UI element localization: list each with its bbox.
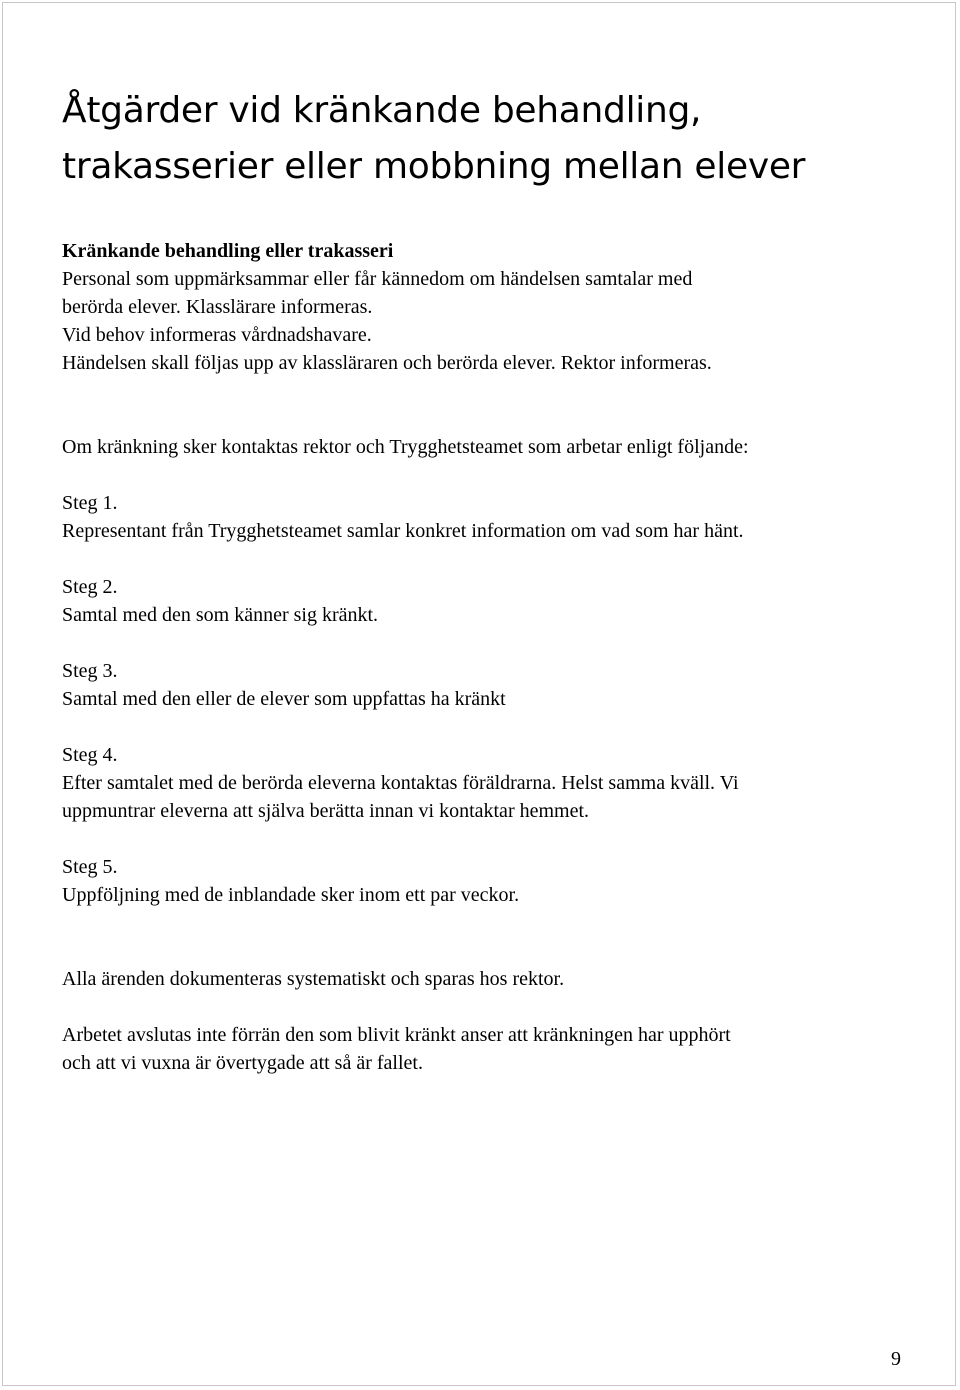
step-label: Steg 5.: [62, 856, 118, 878]
closing-line-2: och att vi vuxna är övertygade att så är fallet.: [62, 1052, 423, 1074]
step-text-line-1: Efter samtalet med de berörda eleverna kontaktas föräldrarna. Helst samma kväll. Vi: [62, 772, 739, 794]
step-text-line-2: uppmuntrar eleverna att själva berätta innan vi kontaktar hemmet.: [62, 800, 590, 822]
step-label: Steg 1.: [62, 492, 118, 514]
title-line-2: trakasserier eller mobbning mellan elever: [62, 146, 806, 187]
intro-line-2: berörda elever. Klasslärare informeras.: [62, 296, 373, 318]
page-content: [62, 83, 922, 1077]
step-text: Representant från Trygghetsteamet samlar konkret information om vad som har hänt.: [62, 520, 744, 542]
step-3: [62, 657, 922, 713]
page-number: 9: [891, 1348, 901, 1370]
closing-line-1: Arbetet avslutas inte förrän den som blivit kränkt anser att kränkningen har upphört: [62, 1024, 731, 1046]
intro-line-1: Personal som uppmärksammar eller får kännedom om händelsen samtalar med: [62, 268, 693, 290]
step-text: [62, 769, 922, 825]
step-4: [62, 741, 922, 825]
step-text: Samtal med den som känner sig kränkt.: [62, 604, 379, 626]
intro-section: [62, 237, 922, 377]
documentation-note: Alla ärenden dokumenteras systematiskt och sparas hos rektor.: [62, 968, 565, 990]
intro-line-3: Vid behov informeras vårdnadshavare.: [62, 324, 372, 346]
document-page: [2, 2, 956, 1386]
section-heading: Kränkande behandling eller trakasseri: [62, 240, 394, 262]
procedure-intro: Om kränkning sker kontaktas rektor och Trygghetsteamet som arbetar enligt följande:: [62, 436, 749, 458]
step-text: Samtal med den eller de elever som uppfattas ha kränkt: [62, 688, 506, 710]
step-2: [62, 573, 922, 629]
intro-line-4: Händelsen skall följas upp av klassläraren och berörda elever. Rektor informeras.: [62, 352, 712, 374]
step-text: Uppföljning med de inblandade sker inom ett par veckor.: [62, 884, 520, 906]
step-5: [62, 853, 922, 909]
title-line-1: Åtgärder vid kränkande behandling,: [62, 90, 702, 131]
step-1: [62, 489, 922, 545]
closing-paragraph: [62, 1021, 922, 1077]
step-label: Steg 4.: [62, 744, 118, 766]
step-label: Steg 2.: [62, 576, 118, 598]
intro-paragraph: [62, 265, 922, 377]
page-title: [62, 83, 922, 195]
step-label: Steg 3.: [62, 660, 118, 682]
